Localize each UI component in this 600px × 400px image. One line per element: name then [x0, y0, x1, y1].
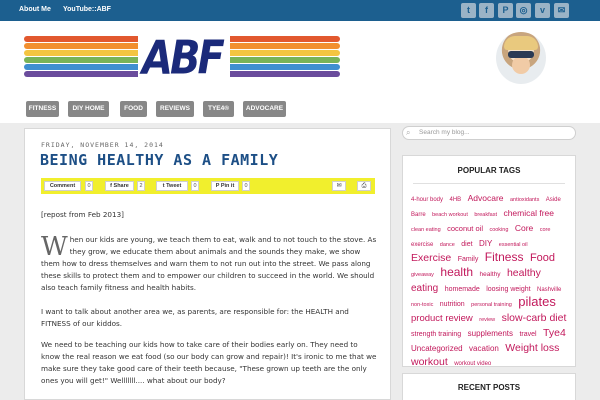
tag-link[interactable]: eating	[411, 283, 439, 294]
pin-count: 0	[242, 181, 250, 191]
tag-link[interactable]: chemical free	[503, 208, 554, 218]
top-bar	[0, 0, 600, 21]
tag-link[interactable]: 4HB	[449, 197, 462, 203]
tag-link[interactable]: travel	[519, 331, 537, 338]
tag-link[interactable]: non-toxic	[411, 302, 434, 308]
post-paragraph: When our kids are young, we teach them to eat, walk and to not touch to the stove. As they grow, we educate them about animals and the sounds they make, we show them how to dress themselves and warn them to not run out into the street. We pass along these skills to protect them and to empower our children to succeed in the world. We should also teach family fitness and health habits.	[41, 232, 377, 292]
tag-link[interactable]: strength training	[411, 331, 462, 338]
popular-tags-title: POPULAR TAGS	[457, 166, 521, 175]
tag-link[interactable]: workout	[411, 356, 448, 368]
tag-link[interactable]: workout video	[454, 361, 492, 367]
tag-link[interactable]: Barre	[411, 212, 426, 218]
tag-link[interactable]: Nashville	[537, 287, 562, 293]
tag-link[interactable]: supplements	[467, 329, 514, 338]
tag-link[interactable]: Core	[514, 223, 534, 233]
tag-link[interactable]: health	[440, 265, 474, 279]
share-bar	[41, 178, 375, 194]
vimeo-icon[interactable]: v	[535, 3, 550, 18]
tag-link[interactable]: giveaway	[411, 272, 434, 278]
repost-note: [repost from Feb 2013]	[41, 210, 124, 219]
pinterest-icon[interactable]: P	[498, 3, 513, 18]
tag-link[interactable]: Weight loss	[505, 342, 560, 354]
tag-link[interactable]: cooking	[489, 227, 509, 233]
main-nav	[0, 95, 600, 123]
about-me-link[interactable]: About Me	[19, 6, 51, 13]
tag-link[interactable]: Advocare	[467, 193, 504, 203]
tag-link[interactable]: Tye4	[543, 327, 566, 339]
facebook-share-button[interactable]: f Share	[105, 181, 134, 191]
recent-posts-widget	[402, 373, 576, 400]
tag-link[interactable]: 4-hour body	[411, 197, 444, 203]
tag-link[interactable]: review	[479, 317, 496, 323]
divider	[413, 183, 565, 184]
facebook-icon[interactable]: f	[479, 3, 494, 18]
popular-tags-widget	[402, 155, 576, 367]
recent-posts-title: RECENT POSTS	[457, 383, 521, 392]
drop-cap: W	[41, 232, 68, 262]
post-paragraph: I want to talk about another area we, as parents, are responsible for: the HEALTH and FITNESS of our kiddos.	[41, 307, 349, 328]
tag-link[interactable]: Aside	[545, 197, 561, 203]
post-title[interactable]: BEING HEALTHY AS A FAMILY	[40, 151, 279, 169]
twitter-icon: t	[162, 183, 167, 189]
tag-link[interactable]: healthy	[479, 271, 501, 278]
instagram-icon[interactable]: ◎	[516, 3, 531, 18]
site-logo[interactable]: ABF	[142, 32, 222, 86]
tweet-button[interactable]: t Tweet	[156, 181, 188, 191]
tag-link[interactable]: essential oil	[498, 242, 528, 248]
comment-button[interactable]: Comment	[44, 181, 81, 191]
tag-link[interactable]: Food	[529, 252, 556, 264]
nav-diy-home[interactable]: DIY HOME	[68, 101, 109, 117]
tag-link[interactable]: homemade	[444, 286, 480, 293]
tweet-count: 0	[191, 181, 199, 191]
tag-link[interactable]: Family	[457, 256, 479, 263]
tag-cloud	[411, 191, 571, 370]
tag-link[interactable]: personal training	[471, 302, 512, 308]
tag-link[interactable]: pilates	[518, 294, 556, 309]
search-icon: ⌕	[406, 128, 411, 137]
email-icon[interactable]: ✉	[554, 3, 569, 18]
tag-link[interactable]: dance	[439, 242, 455, 248]
nav-fitness[interactable]: FITNESS	[26, 101, 59, 117]
tag-link[interactable]: core	[539, 227, 551, 233]
post-date: FRIDAY, NOVEMBER 14, 2014	[41, 141, 164, 149]
blog-post	[24, 128, 391, 400]
tag-link[interactable]: slow-carb diet	[501, 312, 567, 324]
comment-count: 0	[85, 181, 93, 191]
nav-advocare[interactable]: ADVOCARE	[243, 101, 286, 117]
tag-link[interactable]: coconut oil	[447, 224, 483, 233]
tag-link[interactable]: beach workout	[432, 212, 468, 218]
twitter-icon[interactable]: t	[461, 3, 476, 18]
print-icon[interactable]: ⎙	[357, 181, 371, 191]
tag-link[interactable]: nutrition	[439, 301, 465, 308]
youtube-abf-link[interactable]: YouTube::ABF	[63, 6, 111, 13]
tag-link[interactable]: DIY	[479, 239, 493, 248]
nav-reviews[interactable]: REVIEWS	[156, 101, 194, 117]
tag-link[interactable]: healthy	[506, 267, 541, 279]
tag-link[interactable]: loosing weight	[486, 286, 531, 293]
tag-link[interactable]: Fitness	[484, 250, 524, 264]
pin-it-button[interactable]: P Pin it	[211, 181, 239, 191]
share-count: 2	[137, 181, 145, 191]
tag-link[interactable]: antioxidants	[509, 197, 540, 203]
email-icon[interactable]: ✉	[332, 181, 346, 191]
tag-link[interactable]: vacation	[469, 344, 499, 353]
pinterest-icon: P	[215, 183, 221, 189]
facebook-icon: f	[110, 183, 114, 189]
nav-food[interactable]: FOOD	[120, 101, 147, 117]
tag-link[interactable]: product review	[411, 313, 473, 324]
author-avatar	[496, 32, 546, 84]
tag-link[interactable]: exercise	[411, 242, 434, 248]
search-input[interactable]: Search my blog...	[402, 126, 576, 140]
tag-link[interactable]: breakfast	[474, 212, 497, 218]
tag-link[interactable]: Uncategorized	[411, 344, 463, 353]
tag-link[interactable]: clean eating	[411, 227, 441, 233]
post-paragraph: We need to be teaching our kids how to take care of their bodies early on. They need to know the real reason we eat food (so our body can grow and repair)! It's ironic to me that we make sure they take good care of their teeth because, "These grown up teeth are the only ones you will get!" Welllllll.... what about our body?	[41, 340, 377, 385]
nav-tye4[interactable]: TYE4®	[203, 101, 234, 117]
tag-link[interactable]: diet	[461, 241, 473, 248]
tag-link[interactable]: Exercise	[411, 252, 452, 264]
